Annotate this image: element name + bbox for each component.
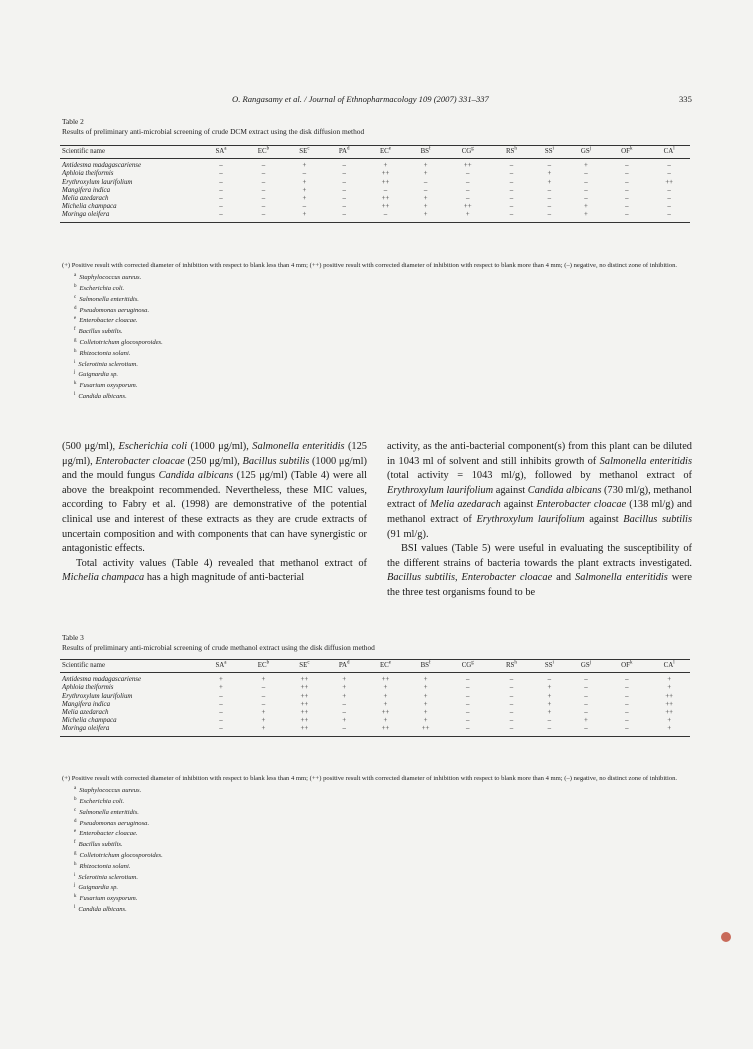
table3-legend: (+) Positive result with corrected diameter of inhibition with respect to blank less than 4 mm; (++) positive result with corrected diameter of inhibition with respect to blank more than 4 mm; (–) negative, no distinct zone of inhibition. bbox=[62, 775, 678, 782]
result-cell: + bbox=[242, 725, 285, 736]
result-cell: + bbox=[261, 709, 266, 717]
table3-number: Table 3 bbox=[62, 633, 84, 642]
column-header: $GS^j$ bbox=[567, 146, 606, 159]
result-cell: + bbox=[302, 162, 307, 170]
body-paragraph: (500 μg/ml), Escherichia coli (1000 μg/ml), Salmonella enteritidis (125 μg/ml), Enterobacter cloacae (250 μg/ml), Bacillus subtilis (1000 μg/ml) and the mould fungus Candida albicans (125 μg/ml) (Table 4) were all above the breakpoint recommended. Nevertheless, these MIC values, according to Fabry et al. (1998) are demonstrative of the potential clinical use and interest of these extracts as they are crude extracts of uncertain composition and with components that can have synergistic or antagonistic effects. bbox=[62, 441, 368, 555]
column-header: $BS^f$ bbox=[406, 660, 444, 673]
result-cell: – bbox=[532, 211, 566, 222]
result-cell: – bbox=[423, 186, 428, 194]
result-cell: – bbox=[342, 170, 346, 178]
result-cell: + bbox=[302, 186, 307, 194]
organism-footnote: $^j$ Guignardia sp. bbox=[74, 370, 119, 379]
result-cell: – bbox=[219, 162, 223, 170]
result-cell: + bbox=[648, 725, 690, 736]
result-cell: – bbox=[667, 162, 671, 170]
result-cell: + bbox=[423, 170, 428, 178]
result-cell: – bbox=[219, 700, 223, 708]
organism-footnote: $^h$ Rhizoctonia solani. bbox=[74, 861, 131, 870]
result-cell: – bbox=[261, 170, 266, 178]
organism-footnote: $^i$ Sclerotinia sclerotium. bbox=[74, 872, 138, 881]
result-cell: + bbox=[342, 717, 347, 725]
organism-footnote: $^c$ Salmonella enteritidis. bbox=[74, 294, 139, 303]
result-cell: – bbox=[584, 195, 588, 203]
organism-footnote: $^f$ Bacillus subtilis. bbox=[74, 840, 123, 849]
result-cell: ++ bbox=[665, 692, 674, 700]
result-cell: – bbox=[466, 676, 470, 684]
result-cell: – bbox=[667, 170, 671, 178]
result-cell: + bbox=[342, 692, 347, 700]
result-cell: – bbox=[625, 162, 629, 170]
column-header: $EC^e$ bbox=[365, 146, 407, 159]
plant-name: Moringa oleifera bbox=[60, 725, 200, 736]
result-cell: ++ bbox=[406, 725, 444, 736]
running-title: O. Rangasamy et al. / Journal of Ethnopharmacology 109 (2007) 331–337 bbox=[232, 94, 489, 104]
table2-header-row bbox=[60, 146, 690, 159]
table3-header-row bbox=[60, 660, 690, 673]
result-cell: – bbox=[509, 709, 514, 717]
result-cell: – bbox=[466, 684, 470, 692]
table2-caption bbox=[62, 117, 364, 137]
table-row bbox=[60, 159, 690, 171]
table2-footnotes bbox=[62, 262, 692, 401]
result-cell: – bbox=[547, 203, 552, 211]
result-cell: + bbox=[383, 684, 388, 692]
body-column-left bbox=[62, 440, 367, 586]
organism-footnote: $^a$ Staphylococcus aureus. bbox=[74, 786, 142, 795]
result-cell: ++ bbox=[665, 709, 674, 717]
column-header: $RS^h$ bbox=[491, 146, 533, 159]
result-cell: + bbox=[567, 211, 606, 222]
result-cell: + bbox=[547, 170, 552, 178]
organism-footnote: $^d$ Pseudomonas aeruginosa. bbox=[74, 818, 150, 827]
result-cell: – bbox=[584, 676, 588, 684]
result-cell: – bbox=[509, 676, 514, 684]
result-cell: – bbox=[383, 186, 388, 194]
result-cell: – bbox=[219, 178, 223, 186]
result-cell: – bbox=[625, 709, 629, 717]
result-cell: – bbox=[584, 684, 588, 692]
result-cell: – bbox=[605, 211, 648, 222]
result-cell: – bbox=[324, 725, 365, 736]
result-cell: + bbox=[423, 162, 428, 170]
result-cell: – bbox=[261, 684, 266, 692]
result-cell: – bbox=[509, 203, 514, 211]
result-cell: – bbox=[547, 186, 552, 194]
column-header: $PA^d$ bbox=[324, 146, 365, 159]
result-cell: ++ bbox=[300, 700, 309, 708]
result-cell: ++ bbox=[381, 709, 390, 717]
result-cell: – bbox=[466, 692, 470, 700]
result-cell: ++ bbox=[381, 170, 390, 178]
result-cell: – bbox=[242, 211, 285, 222]
column-header: $EC^b$ bbox=[242, 660, 285, 673]
result-cell: – bbox=[625, 684, 629, 692]
result-cell: – bbox=[567, 725, 606, 736]
result-cell: – bbox=[219, 717, 223, 725]
column-header: $BS^f$ bbox=[406, 146, 444, 159]
table2-organism-list bbox=[62, 271, 692, 401]
table-row bbox=[60, 709, 690, 717]
result-cell: + bbox=[445, 211, 491, 222]
plant-name: Melia azedarach bbox=[62, 195, 109, 203]
result-cell: ++ bbox=[381, 195, 390, 203]
body-paragraph: BSI values (Table 5) were useful in evaluating the susceptibility of the different strains of bacteria towards the plant extracts investigated. Bacillus subtilis, Enterobacter cloacae and Salmonella enteritidis were the three test organisms found to be bbox=[387, 543, 692, 598]
result-cell: ++ bbox=[381, 178, 390, 186]
result-cell: – bbox=[491, 211, 533, 222]
result-cell: + bbox=[383, 700, 388, 708]
plant-name: Erythroxylum laurifolium bbox=[62, 692, 133, 700]
organism-footnote: $^c$ Salmonella enteritidis. bbox=[74, 807, 139, 816]
organism-footnote: $^g$ Colletotrichum glocosporoides. bbox=[74, 337, 163, 347]
result-cell: – bbox=[509, 700, 514, 708]
result-cell: – bbox=[509, 178, 514, 186]
result-cell: + bbox=[383, 162, 388, 170]
result-cell: – bbox=[625, 195, 629, 203]
result-cell: – bbox=[261, 178, 266, 186]
result-cell: – bbox=[547, 676, 552, 684]
organism-footnote: $^e$ Enterobacter cloacae. bbox=[74, 829, 138, 838]
result-cell: – bbox=[466, 717, 470, 725]
table-row bbox=[60, 693, 690, 701]
table2-number: Table 2 bbox=[62, 117, 84, 126]
result-cell: – bbox=[423, 178, 428, 186]
table2 bbox=[60, 145, 690, 223]
result-cell: – bbox=[491, 725, 533, 736]
table3-caption bbox=[62, 633, 375, 653]
result-cell: – bbox=[625, 186, 629, 194]
table-row bbox=[60, 211, 690, 222]
plant-name: Mangifera indica bbox=[62, 700, 111, 708]
body-paragraph: Total activity values (Table 4) revealed that methanol extract of Michelia champaca has a high magnitude of anti-bacterial bbox=[62, 557, 367, 584]
stain-mark bbox=[721, 932, 731, 942]
result-cell: – bbox=[342, 195, 346, 203]
result-cell: – bbox=[667, 203, 671, 211]
result-cell: + bbox=[423, 717, 428, 725]
result-cell: – bbox=[200, 211, 242, 222]
plant-name: Melia azedarach bbox=[62, 709, 109, 717]
result-cell: – bbox=[625, 717, 629, 725]
result-cell: – bbox=[584, 709, 588, 717]
result-cell: – bbox=[302, 203, 307, 211]
column-header: $CG^g$ bbox=[445, 146, 491, 159]
result-cell: – bbox=[342, 162, 346, 170]
result-cell: ++ bbox=[463, 203, 472, 211]
result-cell: – bbox=[219, 709, 223, 717]
result-cell: + bbox=[423, 700, 428, 708]
result-cell: ++ bbox=[300, 717, 309, 725]
result-cell: – bbox=[261, 700, 266, 708]
plant-name: Aphloia theiformis bbox=[62, 170, 114, 178]
column-header: $RS^h$ bbox=[491, 660, 533, 673]
plant-name: Mangifera indica bbox=[62, 186, 111, 194]
table3-title: Results of preliminary anti-microbial screening of crude methanol extract using the disk diffusion method bbox=[62, 643, 375, 652]
result-cell: – bbox=[302, 170, 307, 178]
plant-name: Antidesma madagascariense bbox=[62, 162, 142, 170]
result-cell: ++ bbox=[300, 684, 309, 692]
result-cell: – bbox=[509, 195, 514, 203]
result-cell: + bbox=[547, 700, 552, 708]
result-cell: + bbox=[423, 195, 428, 203]
column-header: $SA^a$ bbox=[200, 660, 242, 673]
result-cell: – bbox=[625, 203, 629, 211]
result-cell: – bbox=[547, 162, 552, 170]
result-cell: + bbox=[547, 709, 552, 717]
result-cell: + bbox=[302, 178, 307, 186]
column-header: $OF^k$ bbox=[605, 660, 648, 673]
result-cell: ++ bbox=[381, 203, 390, 211]
table-row bbox=[60, 684, 690, 692]
organism-footnote: $^a$ Staphylococcus aureus. bbox=[74, 273, 142, 282]
table-row bbox=[60, 701, 690, 709]
column-header: Scientific name bbox=[60, 146, 200, 159]
result-cell: + bbox=[584, 203, 588, 211]
organism-footnote: $^i$ Sclerotinia sclerotium. bbox=[74, 359, 138, 368]
result-cell: + bbox=[423, 203, 428, 211]
column-header: $SE^c$ bbox=[285, 146, 324, 159]
result-cell: – bbox=[605, 725, 648, 736]
organism-footnote: $^l$ Candida albicans. bbox=[74, 391, 127, 401]
table-row bbox=[60, 717, 690, 725]
result-cell: – bbox=[219, 170, 223, 178]
result-cell: – bbox=[547, 195, 552, 203]
result-cell: + bbox=[667, 717, 672, 725]
organism-footnote: $^b$ Escherichia coli. bbox=[74, 797, 125, 806]
table-row bbox=[60, 203, 690, 211]
result-cell: – bbox=[509, 717, 514, 725]
result-cell: – bbox=[667, 186, 671, 194]
column-header: $GS^j$ bbox=[567, 660, 606, 673]
table-row bbox=[60, 179, 690, 187]
result-cell: ++ bbox=[300, 692, 309, 700]
result-cell: + bbox=[219, 684, 223, 692]
result-cell: – bbox=[509, 692, 514, 700]
result-cell: ++ bbox=[300, 709, 309, 717]
result-cell: + bbox=[423, 684, 428, 692]
table2-body bbox=[60, 159, 690, 222]
result-cell: – bbox=[466, 186, 470, 194]
organism-footnote: $^h$ Rhizoctonia solani. bbox=[74, 348, 131, 357]
result-cell: – bbox=[219, 186, 223, 194]
result-cell: – bbox=[509, 170, 514, 178]
body-column-right bbox=[387, 440, 692, 601]
result-cell: – bbox=[261, 162, 266, 170]
result-cell: – bbox=[625, 178, 629, 186]
result-cell: + bbox=[547, 178, 552, 186]
result-cell: – bbox=[342, 178, 346, 186]
result-cell: ++ bbox=[300, 676, 309, 684]
table3-footnotes bbox=[62, 775, 692, 914]
result-cell: ++ bbox=[665, 178, 674, 186]
result-cell: + bbox=[547, 692, 552, 700]
column-header: $EC^b$ bbox=[242, 146, 285, 159]
column-header: $SA^a$ bbox=[200, 146, 242, 159]
result-cell: – bbox=[261, 186, 266, 194]
organism-footnote: $^k$ Fusarium oxysporum. bbox=[74, 381, 138, 390]
result-cell: – bbox=[625, 170, 629, 178]
table2-legend: (+) Positive result with corrected diameter of inhibition with respect to blank less than 4 mm; (++) positive result with corrected diameter of inhibition with respect to blank more than 4 mm; (–) negative, no distinct zone of inhibition. bbox=[62, 262, 678, 269]
column-header: Scientific name bbox=[60, 660, 200, 673]
result-cell: – bbox=[261, 203, 266, 211]
result-cell: ++ bbox=[285, 725, 324, 736]
table-row bbox=[60, 187, 690, 195]
result-cell: – bbox=[466, 178, 470, 186]
result-cell: + bbox=[667, 684, 672, 692]
result-cell: – bbox=[584, 170, 588, 178]
result-cell: – bbox=[342, 186, 346, 194]
result-cell: – bbox=[219, 203, 223, 211]
result-cell: – bbox=[532, 725, 566, 736]
organism-footnote: $^d$ Pseudomonas aeruginosa. bbox=[74, 305, 150, 314]
result-cell: – bbox=[466, 709, 470, 717]
result-cell: – bbox=[509, 186, 514, 194]
result-cell: – bbox=[625, 692, 629, 700]
result-cell: – bbox=[219, 692, 223, 700]
result-cell: – bbox=[584, 692, 588, 700]
result-cell: ++ bbox=[463, 162, 472, 170]
running-header bbox=[0, 94, 753, 108]
result-cell: – bbox=[509, 684, 514, 692]
table-row bbox=[60, 170, 690, 178]
result-cell: + bbox=[423, 676, 428, 684]
column-header: $SS^i$ bbox=[532, 660, 566, 673]
result-cell: – bbox=[466, 700, 470, 708]
result-cell: + bbox=[342, 676, 347, 684]
column-header: $SS^i$ bbox=[532, 146, 566, 159]
table2-title: Results of preliminary anti-microbial screening of crude DCM extract using the disk diffusion method bbox=[62, 127, 365, 136]
result-cell: + bbox=[406, 211, 444, 222]
table3 bbox=[60, 659, 690, 737]
column-header: $PA^d$ bbox=[324, 660, 365, 673]
plant-name: Moringa oleifera bbox=[60, 211, 200, 222]
table-row bbox=[60, 195, 690, 203]
result-cell: + bbox=[423, 692, 428, 700]
plant-name: Michelia champaca bbox=[62, 717, 117, 725]
plant-name: Erythroxylum laurifolium bbox=[62, 178, 133, 186]
body-paragraph: activity, as the anti-bacterial component(s) from this plant can be diluted in 1043 ml of solvent and still inhibits growth of Salmonella enteritidis (total activity = 1043 ml/g), followed by methanol extract of Erythroxylum laurifolium against Candida albicans (730 ml/g), methanol extract of Melia azedarach against Enterobacter cloacae (138 ml/g) and methanol extract of Erythroxylum laurifolium against Bacillus subtilis (91 ml/g). bbox=[387, 441, 692, 540]
result-cell: – bbox=[625, 676, 629, 684]
result-cell: – bbox=[342, 203, 346, 211]
result-cell: – bbox=[466, 170, 470, 178]
result-cell: + bbox=[667, 676, 672, 684]
result-cell: – bbox=[261, 195, 266, 203]
organism-footnote: $^b$ Escherichia coli. bbox=[74, 284, 125, 293]
result-cell: – bbox=[584, 178, 588, 186]
column-header: $CA^l$ bbox=[648, 146, 690, 159]
organism-footnote: $^j$ Guignardia sp. bbox=[74, 883, 119, 892]
result-cell: + bbox=[302, 195, 307, 203]
column-header: $EC^e$ bbox=[365, 660, 407, 673]
result-cell: – bbox=[342, 709, 346, 717]
result-cell: + bbox=[547, 684, 552, 692]
result-cell: – bbox=[667, 195, 671, 203]
table-row bbox=[60, 673, 690, 685]
plant-name: Aphloia theiformis bbox=[62, 684, 114, 692]
result-cell: + bbox=[342, 684, 347, 692]
result-cell: + bbox=[219, 676, 223, 684]
result-cell: – bbox=[365, 211, 407, 222]
organism-footnote: $^e$ Enterobacter cloacae. bbox=[74, 316, 138, 325]
organism-footnote: $^l$ Candida albicans. bbox=[74, 904, 127, 914]
plant-name: Michelia champaca bbox=[62, 203, 117, 211]
result-cell: – bbox=[584, 186, 588, 194]
column-header: $CA^l$ bbox=[648, 660, 690, 673]
result-cell: – bbox=[342, 700, 346, 708]
column-header: $SE^c$ bbox=[285, 660, 324, 673]
result-cell: + bbox=[261, 676, 266, 684]
result-cell: – bbox=[584, 700, 588, 708]
result-cell: – bbox=[466, 195, 470, 203]
result-cell: + bbox=[261, 717, 266, 725]
plant-name: Antidesma madagascariense bbox=[62, 676, 142, 684]
result-cell: + bbox=[584, 717, 588, 725]
organism-footnote: $^k$ Fusarium oxysporum. bbox=[74, 894, 138, 903]
organism-footnote: $^g$ Colletotrichum glocosporoides. bbox=[74, 850, 163, 860]
result-cell: ++ bbox=[365, 725, 407, 736]
result-cell: ++ bbox=[381, 676, 390, 684]
result-cell: – bbox=[200, 725, 242, 736]
result-cell: + bbox=[383, 692, 388, 700]
table-row bbox=[60, 725, 690, 736]
result-cell: – bbox=[509, 162, 514, 170]
result-cell: – bbox=[261, 692, 266, 700]
result-cell: ++ bbox=[665, 700, 674, 708]
result-cell: – bbox=[219, 195, 223, 203]
result-cell: – bbox=[445, 725, 491, 736]
page-number: 335 bbox=[679, 94, 692, 104]
result-cell: + bbox=[584, 162, 588, 170]
column-header: $CG^g$ bbox=[445, 660, 491, 673]
result-cell: – bbox=[648, 211, 690, 222]
result-cell: + bbox=[383, 717, 388, 725]
column-header: $OF^k$ bbox=[605, 146, 648, 159]
result-cell: – bbox=[324, 211, 365, 222]
table3-body bbox=[60, 673, 690, 736]
result-cell: + bbox=[285, 211, 324, 222]
result-cell: – bbox=[625, 700, 629, 708]
result-cell: – bbox=[547, 717, 552, 725]
table3-organism-list bbox=[62, 784, 692, 914]
organism-footnote: $^f$ Bacillus subtilis. bbox=[74, 327, 123, 336]
result-cell: + bbox=[423, 709, 428, 717]
